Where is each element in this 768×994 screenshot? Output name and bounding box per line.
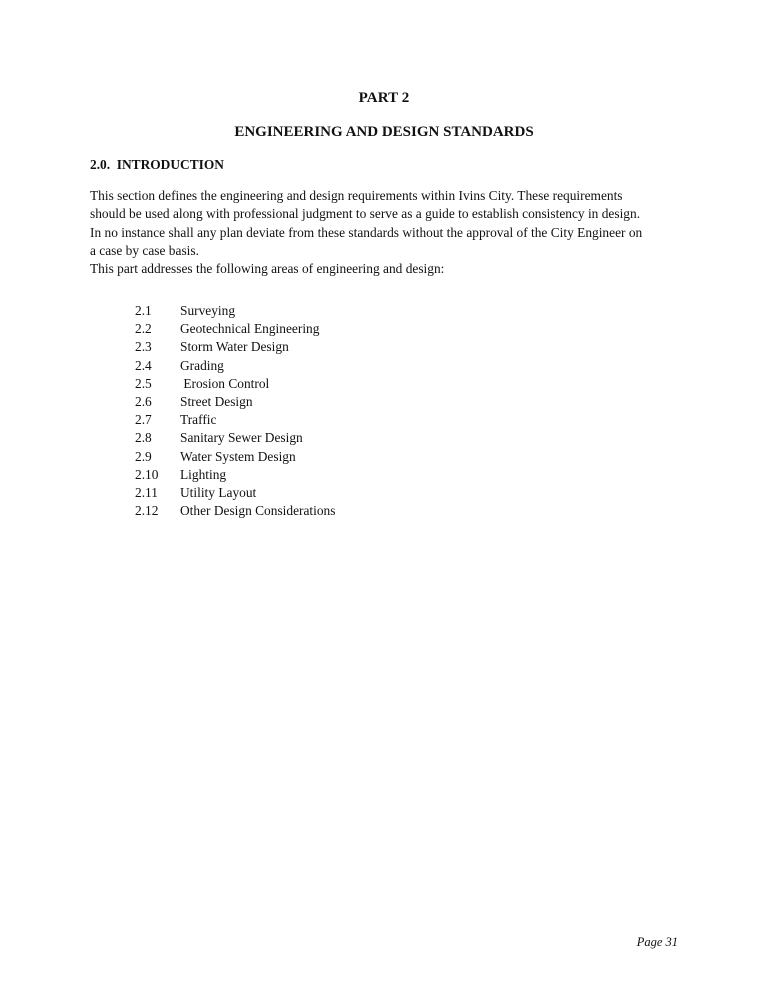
item-number: 2.3 xyxy=(135,339,152,355)
part-title: PART 2 xyxy=(358,90,410,106)
item-label: Water System Design xyxy=(180,448,296,464)
list-item xyxy=(135,484,335,502)
item-label: Storm Water Design xyxy=(180,339,289,355)
item-label: Traffic xyxy=(180,412,217,428)
list-item xyxy=(135,448,335,466)
item-number: 2.7 xyxy=(135,412,152,428)
item-label: Grading xyxy=(180,357,224,373)
areas-list xyxy=(135,302,335,520)
item-label: Sanitary Sewer Design xyxy=(180,430,303,446)
list-item xyxy=(135,411,335,429)
item-number: 2.11 xyxy=(135,485,158,501)
item-number: 2.1 xyxy=(135,303,152,318)
list-item xyxy=(135,429,335,447)
list-item xyxy=(135,357,335,375)
list-item xyxy=(135,502,335,520)
item-label: Surveying xyxy=(180,303,236,318)
item-number: 2.6 xyxy=(135,394,152,410)
list-item xyxy=(135,338,335,356)
item-number: 2.9 xyxy=(135,448,152,464)
item-number: 2.8 xyxy=(135,430,152,446)
item-label: Erosion Control xyxy=(180,375,270,391)
item-label: Geotechnical Engineering xyxy=(180,321,320,337)
list-item xyxy=(135,375,335,393)
item-label: Other Design Considerations xyxy=(180,503,336,519)
intro-paragraph: This section defines the engineering and design requirements within Ivins City. These requirements should be used along with professional judgment to serve as a guide to establish consistency in design. In no instance shall any plan deviate from these standards without the approval of the City Engineer on a case by case basis. xyxy=(90,188,643,258)
areas-intro-paragraph: This part addresses the following areas of engineering and design: xyxy=(90,261,445,276)
item-label: Street Design xyxy=(180,394,253,410)
list-item xyxy=(135,393,335,411)
item-label: Utility Layout xyxy=(180,485,257,501)
section-heading: 2.0. INTRODUCTION xyxy=(90,157,224,172)
item-number: 2.10 xyxy=(135,466,159,482)
list-item xyxy=(135,466,335,484)
document-title: ENGINEERING AND DESIGN STANDARDS xyxy=(234,124,534,140)
page-number: Page 31 xyxy=(636,935,678,949)
item-number: 2.4 xyxy=(135,357,152,373)
item-number: 2.2 xyxy=(135,321,152,337)
list-item xyxy=(135,302,335,320)
list-item xyxy=(135,320,335,338)
item-label: Lighting xyxy=(180,466,227,482)
item-number: 2.5 xyxy=(135,375,152,391)
item-number: 2.12 xyxy=(135,503,159,519)
